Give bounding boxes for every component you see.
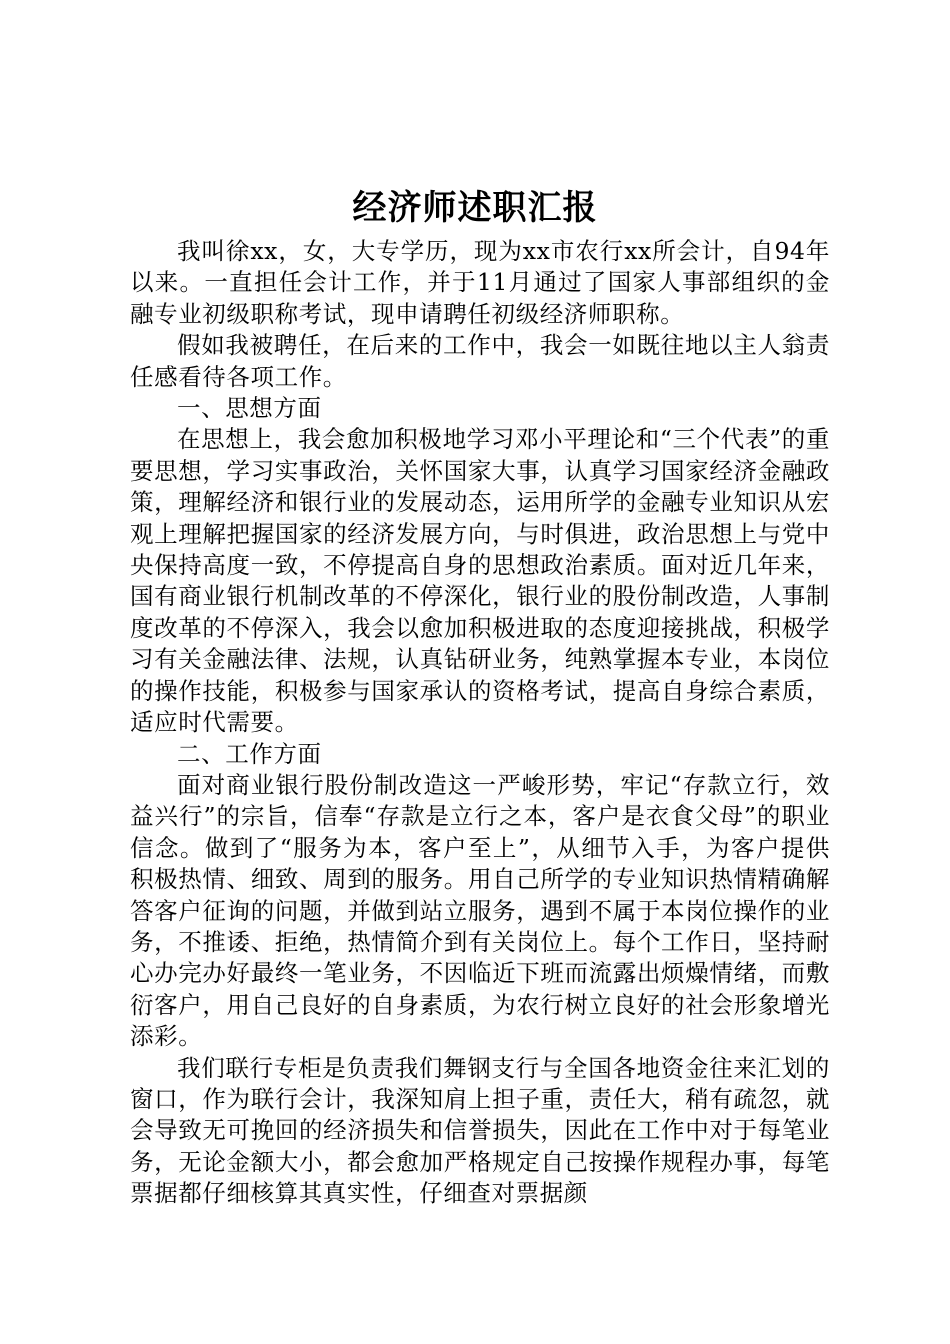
- commitment-paragraph: 假如我被聘任，在后来的工作中，我会一如既往地以主人翁责任感看待各项工作。: [130, 331, 830, 391]
- section-heading-work: 二、工作方面: [177, 739, 322, 768]
- work-paragraph-service: 面对商业银行股份制改造这一严峻形势，牢记“存款立行，效益兴行”的宗旨，信奉“存款是立行之本，客户是衣食父母”的职业信念。做到了“服务为本，客户至上”，从细节入手，为客户提供积极热情、细致、周到的服务。用自己所学的专业知识热情精确解答客户征询的问题，并做到站立服务，遇到不属于本岗位操作的业务，不推诿、拒绝，热情简介到有关岗位上。每个工作日，坚持耐心办完办好最终一笔业务，不因临近下班而流露出烦燥情绪，而敷衍客户，用自己良好的自身素质，为农行树立良好的社会形象增光添彩。: [130, 770, 830, 1051]
- work-paragraph-remittance: 我们联行专柜是负责我们舞钢支行与全国各地资金往来汇划的窗口，作为联行会计，我深知肩上担子重，责任大，稍有疏忽，就会导致无可挽回的经济损失和信誉损失，因此在工作中对于每笔业务，无论金额大小，都会愈加严格规定自己按操作规程办事，每笔票据都仔细核算其真实性，仔细查对票据颜: [130, 1053, 830, 1208]
- thought-paragraph: 在思想上，我会愈加积极地学习邓小平理论和“三个代表”的重要思想，学习实事政治，关怀国家大事，认真学习国家经济金融政策，理解经济和银行业的发展动态，运用所学的金融专业知识从宏观上理解把握国家的经济发展方向，与时俱进，政治思想上与党中央保持高度一致，不停提高自身的思想政治素质。面对近几年来，国有商业银行机制改革的不停深化，银行业的股份制改造，人事制度改革的不停深入，我会以愈加积极进取的态度迎接挑战，积极学习有关金融法律、法规，认真钻研业务，纯熟掌握本专业，本岗位的操作技能，积极参与国家承认的资格考试，提高自身综合素质，适应时代需要。: [130, 425, 830, 737]
- section-heading-thought: 一、思想方面: [177, 394, 322, 423]
- document-title: 经济师述职汇报: [352, 188, 598, 228]
- intro-paragraph: 我叫徐xx，女，大专学历，现为xx市农行xx所会计，自94年以来。一直担任会计工作，并于11月通过了国家人事部组织的金融专业初级职称考试，现申请聘任初级经济师职称。: [130, 237, 830, 328]
- document-body: [130, 236, 830, 1210]
